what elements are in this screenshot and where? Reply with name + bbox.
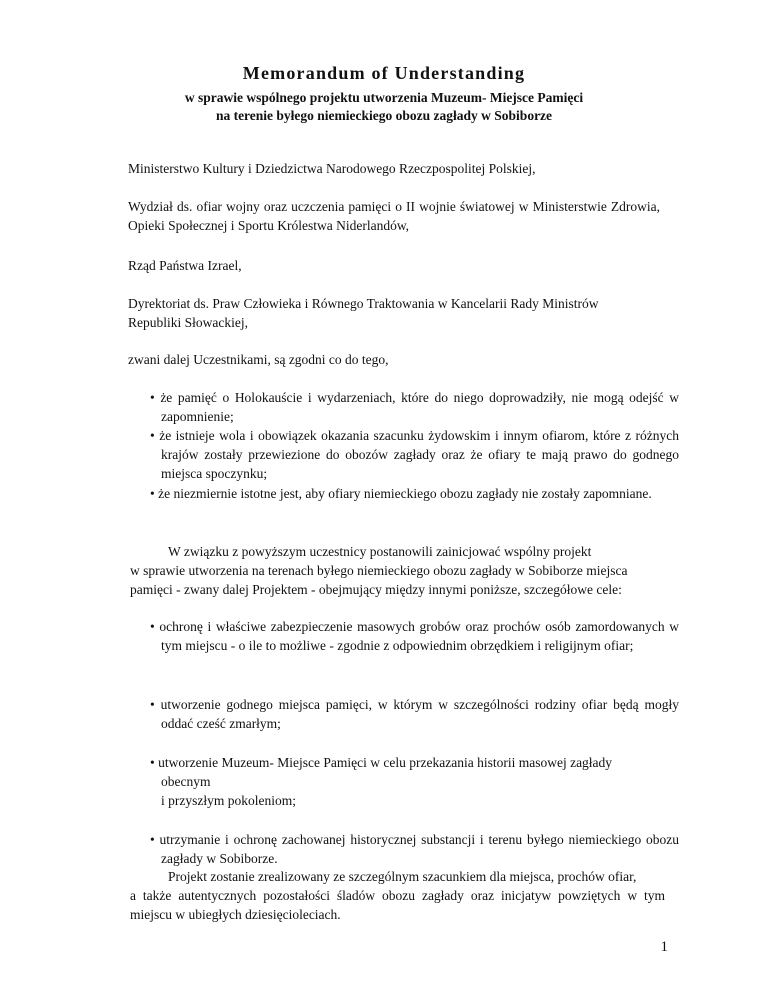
- party-israel: Rząd Państwa Izrael,: [128, 258, 242, 273]
- principle-item: • że istnieje wola i obowiązek okazania szacunku żydowskim i innym ofiarom, które z różnych krajów zostały przewiezione do obozów zagłady oraz że ofiary te mają prawo do godnego miejsca spoczynku;: [150, 428, 679, 481]
- closing-paragraph: [130, 867, 665, 924]
- closing-line-2: a także autentycznych pozostałości śladów obozu zagłady oraz inicjatyw powziętych w tym miejscu w ubiegłych dziesięcioleciach.: [130, 888, 665, 922]
- goal-item-continued: obecnym: [161, 774, 211, 789]
- party-poland: Ministerstwo Kultury i Dziedzictwa Narodowego Rzeczpospolitej Polskiej,: [128, 161, 536, 176]
- goal-item: • utrzymanie i ochronę zachowanej historycznej substancji i terenu byłego niemieckiego obozu zagłady w Sobiborze.: [150, 832, 679, 866]
- project-intro-line-3: pamięci - zwany dalej Projektem - obejmujący między innymi poniższe, szczegółowe cele:: [130, 582, 622, 597]
- goal-item-continued: i przyszłym pokoleniom;: [161, 793, 296, 808]
- goal-item: • utworzenie godnego miejsca pamięci, w którym w szczególności rodziny ofiar będą mogły oddać cześć zmarłym;: [150, 697, 679, 731]
- principle-item: • że pamięć o Holokauście i wydarzeniach, które do niego doprowadziły, nie mogą odejść w zapomnienie;: [150, 390, 679, 424]
- subtitle-line-1: w sprawie wspólnego projektu utworzenia Muzeum- Miejsce Pamięci: [184, 90, 584, 105]
- principle-item: • że niezmiernie istotne jest, aby ofiary niemieckiego obozu zagłady nie zostały zapomniane.: [150, 486, 652, 501]
- page-number: 1: [660, 939, 668, 955]
- document-title: Memorandum of Understanding: [242, 63, 526, 83]
- goal-item: • utworzenie Muzeum- Miejsce Pamięci w celu przekazania historii masowej zagłady: [150, 755, 613, 770]
- party-netherlands: Wydział ds. ofiar wojny oraz uczczenia pamięci o II wojnie światowej w Ministerstwie Zdrowia, Opieki Społecznej i Sportu Królestwa Niderlandów,: [128, 199, 660, 233]
- subtitle-line-2: na terenie byłego niemieckiego obozu zagłady w Sobiborze: [215, 108, 553, 123]
- goal-item: • ochronę i właściwe zabezpieczenie masowych grobów oraz prochów osób zamordowanych w tym miejscu - o ile to możliwe - zgodnie z odpowiednim obrzędkiem i religijnym ofiar;: [150, 619, 679, 653]
- project-intro-line-2: w sprawie utworzenia na terenach byłego niemieckiego obozu zagłady w Sobiborze miejsca: [130, 563, 628, 578]
- party-slovakia: Dyrektoriat ds. Praw Człowieka i Równego Traktowania w Kancelarii Rady Ministrów Republiki Słowackiej,: [128, 296, 599, 330]
- project-intro-line-1: W związku z powyższym uczestnicy postanowili zainicjować wspólny projekt: [168, 544, 592, 559]
- agreement-intro: zwani dalej Uczestnikami, są zgodni co do tego,: [128, 352, 389, 367]
- closing-line-1: Projekt zostanie zrealizowany ze szczególnym szacunkiem dla miejsca, prochów ofiar,: [168, 869, 637, 884]
- project-intro: [130, 542, 665, 599]
